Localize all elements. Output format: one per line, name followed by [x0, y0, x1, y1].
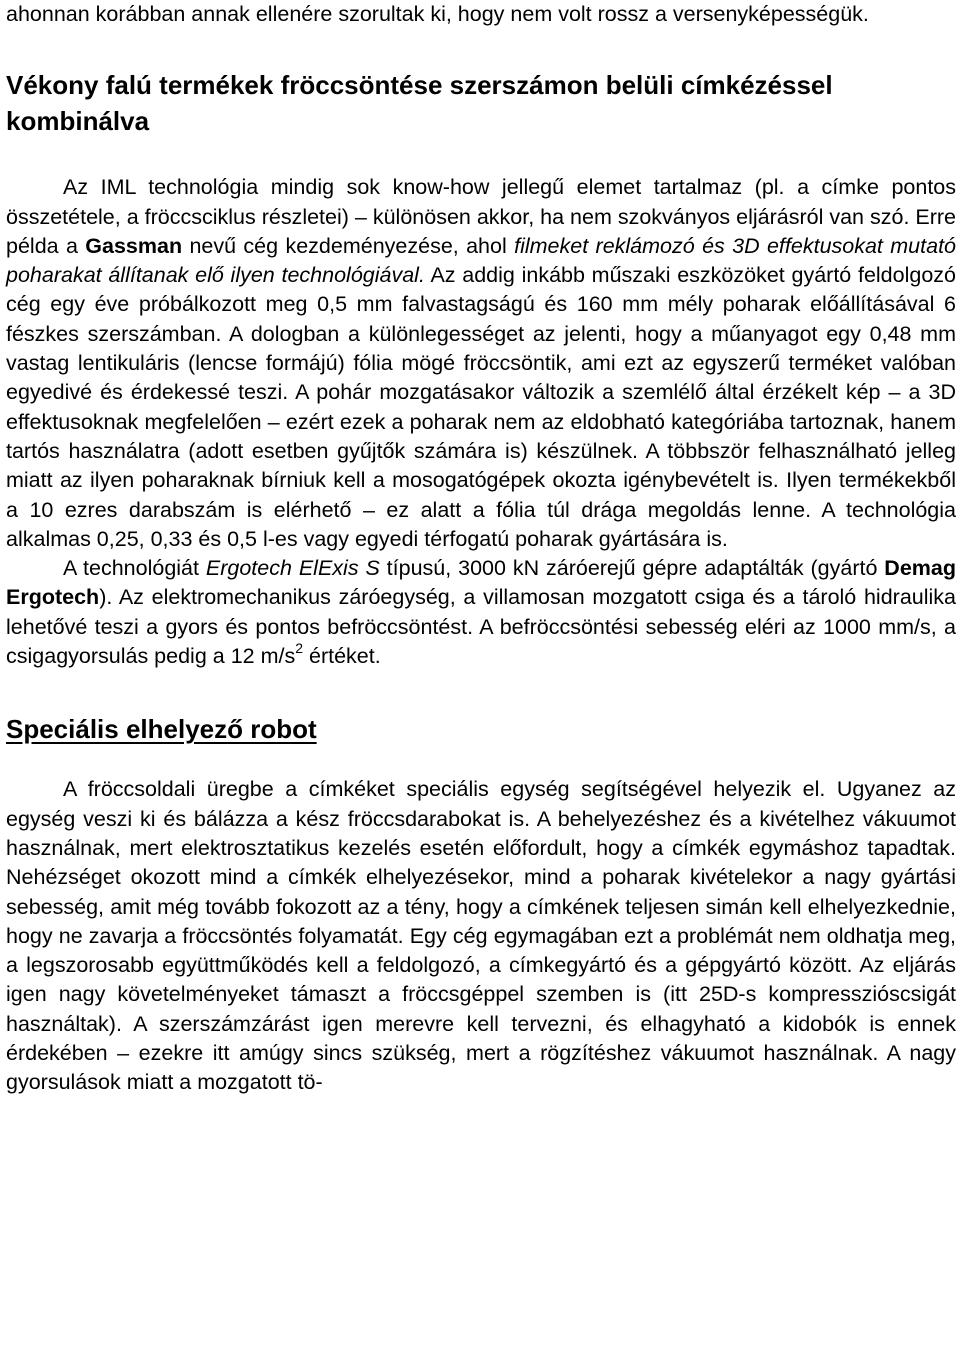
- text-run: A technológiát: [63, 556, 206, 581]
- superscript: 2: [295, 640, 304, 657]
- machine-name: Ergotech ElExis S: [205, 556, 380, 581]
- section-title-thin-wall: Vékony falú termékek fröccsöntése szerszámon belüli címkézéssel kombinálva: [6, 70, 833, 137]
- text-run: értéket.: [303, 644, 381, 669]
- document-page: [6, 0, 956, 1098]
- text-run: Az IML technológia mindig sok know-how jellegű elemet tartalmaz (pl. a címke pontos összetétele, a fröccsciklus részletei) – különösen akkor, ha nem szokványos eljárásról van szó. Erre példa a: [6, 175, 957, 258]
- section2-paragraph-1: A fröccsoldali üregbe a címkéket speciális egység segítségével helyezik el. Ugyanez az egység veszi ki és bálázza a kész fröccsdarabokat is. A behelyezéshez és a kivételhez vákuumot használnak, mert elektrosztatikus kezelés esetén előfordult, hogy a címkék egymáshoz tapadtak. Nehézséget okozott mind a címkék elhelyezésekor, mind a poharak kivételekor a nagy gyártási sebesség, amit még tovább fokozott az a tény, hogy a címkének teljesen simán kell elhelyezkednie, hogy ne zavarja a fröccsöntés folyamatát. Egy cég egymagában ezt a problémát nem oldhatja meg, a legszorosabb együttműködés kell a feldolgozó, a címkegyártó és a gépgyártó között. Az eljárás igen nagy követelményeket támaszt a fröccsgéppel szemben is (itt 25D-s kompresszióscsigát használtak). A szerszámzárást igen merevre kell tervezni, és elhagyható a kidobók is ennek érdekében – ezekre itt amúgy sincs szükség, mert a rögzítéshez vákuumot használnak. A nagy gyorsulások miatt a mozgatott tö-: [6, 777, 956, 1095]
- section1-paragraph-2: [6, 554, 956, 671]
- text-run: ). Az elektromechanikus záróegység, a villamosan mozgatott csiga és a tároló hidraulika lehetővé teszi a gyors és pontos befröccsöntést. A befröccsöntési sebesség eléri az 1000 mm/s, a csigagyorsulás pedig a 12 m/s: [6, 585, 956, 669]
- manufacturer-name: Demag Ergotech: [6, 556, 956, 610]
- company-name-gassman: Gassman: [85, 233, 183, 258]
- intro-paragraph: ahonnan korábban annak ellenére szorultak ki, hogy nem volt rossz a versenyképességük.: [6, 2, 869, 26]
- text-run: nevű cég kezdeményezése, ahol: [182, 233, 515, 258]
- section1-paragraph-1: [6, 173, 956, 554]
- text-run: Az addig inkább műszaki eszközöket gyártó feldolgozó cég egy éve próbálkozott meg 0,5 mm falvastagságú és 160 mm mély poharak előállításával 6 fészkes szerszámban. A dologban a különlegességet az jelenti, hogy a műanyagot egy 0,48 mm vastag lentikuláris (lencse formájú) fólia mögé fröccsöntik, ami ezt az egyszerű terméket valóban egyedivé és érdekessé teszi. A pohár mozgatásakor változik a szemlélő által érzékelt kép – a 3D effektusoknak megfelelően – ezért ezek a poharak nem az eldobható kategóriába tartoznak, hanem tartós használatra (adott esetben gyűjtők számára is) készülnek. A többször felhasználható jelleg miatt az ilyen poharaknak bírniuk kell a mosogatógépek okozta igénybevételt is. Ilyen termékekből a 10 ezres darabszám is elérhető – ez alatt a fólia túl drága megoldás lenne. A technológia alkalmas 0,25, 0,33 és 0,5 l-es vagy egyedi térfogatú poharak gyártására is.: [6, 263, 956, 551]
- text-run: típusú, 3000 kN záróerejű gépre adaptálták (gyártó: [379, 556, 885, 581]
- section-title-robot: Speciális elhelyező robot: [6, 714, 317, 745]
- italic-text: filmeket reklámozó és 3D effektusokat mutató poharakat állítanak elő ilyen technológiával.: [6, 233, 956, 288]
